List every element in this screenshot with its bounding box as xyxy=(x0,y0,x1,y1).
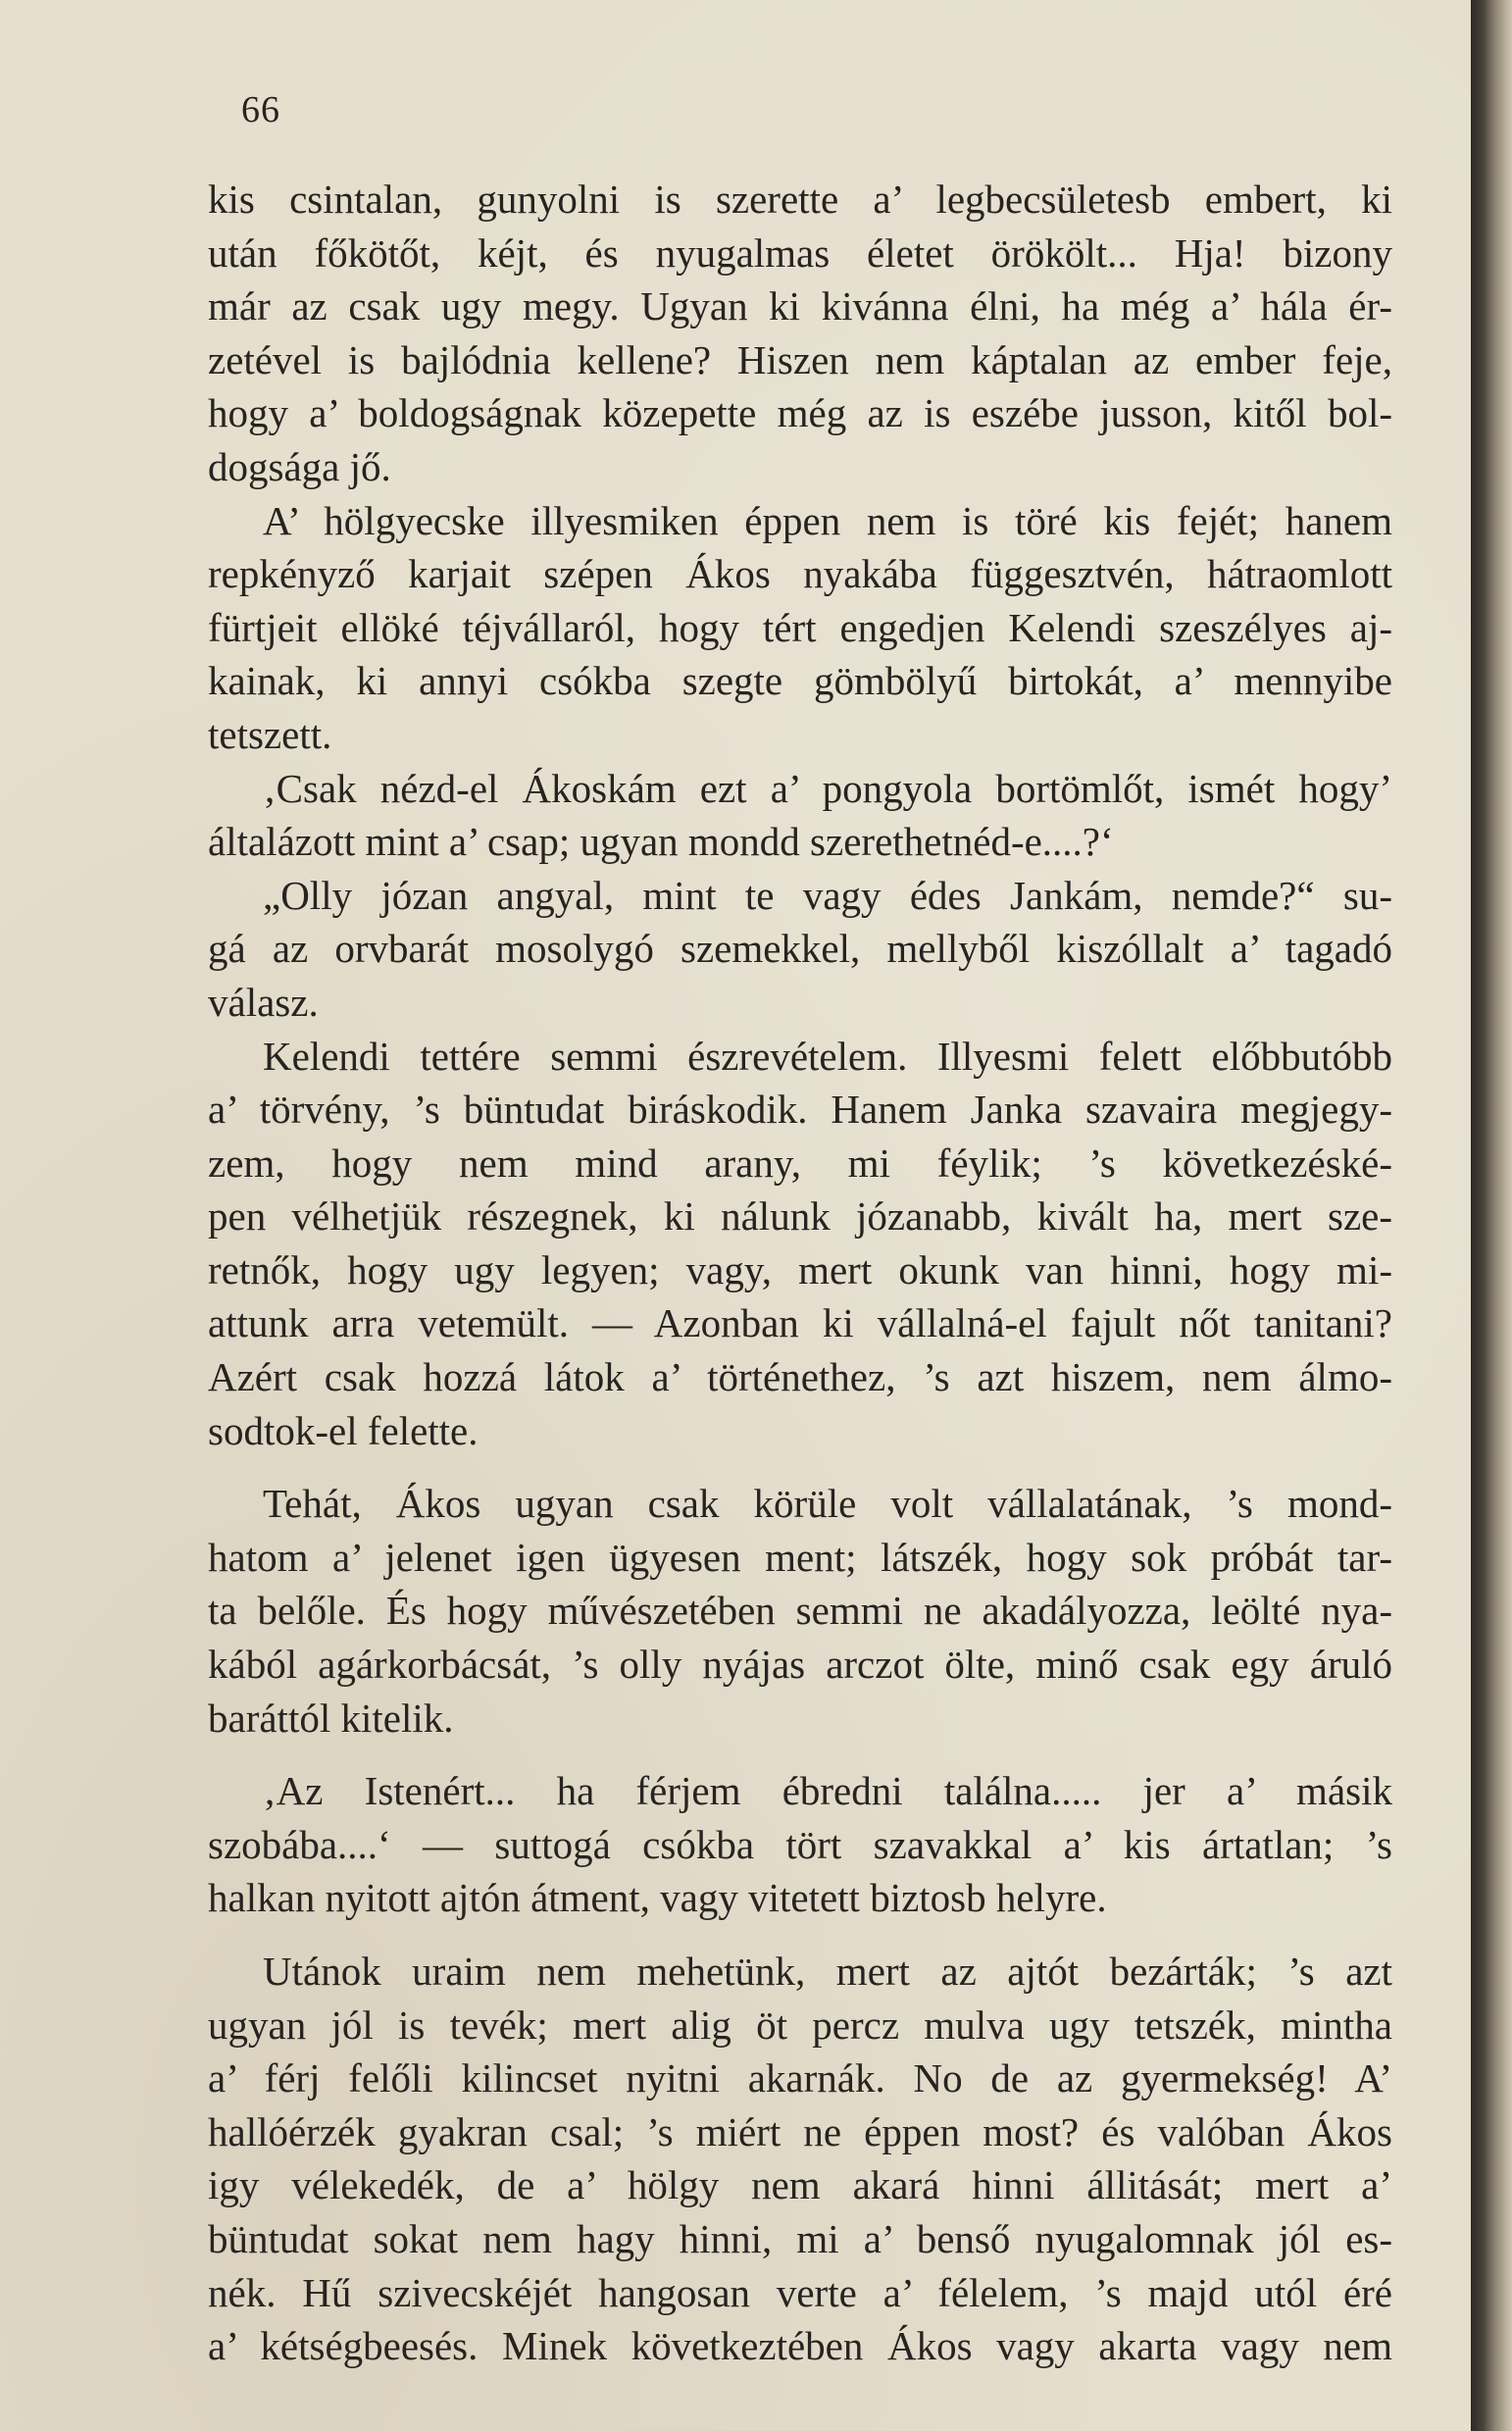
text-line: gá az orvbarát mosolygó szemekkel, mellyből kiszóllalt a’ tagadó xyxy=(208,926,1392,972)
text-line: Azért csak hozzá látok a’ történethez, ’s azt hiszem, nem álmo- xyxy=(208,1354,1392,1400)
text-line: ‚Csak nézd-el Ákoskám ezt a’ pongyola bortömlőt, ismét hogy’ xyxy=(263,765,1392,811)
text-line: kis csintalan, gunyolni is szerette a’ legbecsületesb embert, ki xyxy=(208,177,1392,222)
text-line: repkényző karjait szépen Ákos nyakába függesztvén, hátraomlott xyxy=(208,551,1392,597)
text-line: fürtjeit ellöké téjvállaról, hogy tért engedjen Kelendi szeszélyes aj- xyxy=(208,604,1392,650)
text-line: pen vélhetjük részegnek, ki nálunk józanabb, kivált ha, mert sze- xyxy=(208,1193,1392,1240)
text-line: a’ kétségbeesés. Minek következtében Ákos vagy akarta vagy nem xyxy=(208,2323,1392,2369)
text-line: nék. Hű szivecskéjét hangosan verte a’ félelem, ’s majd utól éré xyxy=(208,2269,1392,2315)
text-line: A’ hölgyecske illyesmiken éppen nem is töré kis fejét; hanem xyxy=(263,497,1392,543)
text-line: zetével is bajlódnia kellene? Hiszen nem káptalan az ember feje, xyxy=(208,336,1392,382)
text-line: zem, hogy nem mind arany, mi féylik; ’s következéské- xyxy=(208,1140,1392,1186)
text-line: általázott mint a’ csap; ugyan mondd szerethetnéd-e....?‘ xyxy=(208,819,1114,865)
text-line: igy vélekedék, de a’ hölgy nem akará hinni állitását; mert a’ xyxy=(208,2162,1392,2208)
text-line: kából agárkorbácsát, ’s olly nyájas arczot ölte, minő csak egy áruló xyxy=(208,1642,1392,1688)
text-line: után főkötőt, kéjt, és nyugalmas életet örökölt... Hja! bizony xyxy=(208,229,1392,276)
text-line: tetszett. xyxy=(208,711,332,757)
page-number: 66 xyxy=(241,89,280,130)
text-line: már az csak ugy megy. Ugyan ki kivánna élni, ha még a’ hála ér- xyxy=(208,283,1392,329)
book-spine-shadow xyxy=(1471,0,1512,2431)
text-line: ta belőle. És hogy művészetében semmi ne akadályozza, leölté nya- xyxy=(208,1588,1392,1634)
text-line: ugyan jól is tevék; mert alig öt percz mulva ugy tetszék, mintha xyxy=(208,2001,1392,2048)
text-line: hatom a’ jelenet igen ügyesen ment; látszék, hogy sok próbát tar- xyxy=(208,1534,1392,1580)
text-line: kainak, ki annyi csókba szegte gömbölyű birtokát, a’ mennyibe xyxy=(208,658,1392,704)
text-line: dogsága jő. xyxy=(208,443,391,489)
text-line: „Olly józan angyal, mint te vagy édes Jankám, nemde?“ su- xyxy=(263,872,1392,918)
body-text xyxy=(208,173,1392,2373)
text-line: halkan nyitott ajtón átment, vagy vitetett biztosb helyre. xyxy=(208,1875,1107,1921)
text-line: baráttól kitelik. xyxy=(208,1695,454,1741)
text-line: Utánok uraim nem mehetünk, mert az ajtót bezárták; ’s azt xyxy=(263,1949,1392,1994)
text-line: sodtok-el felette. xyxy=(208,1407,479,1453)
text-line: hogy a’ boldogságnak közepette még az is eszébe jusson, kitől bol- xyxy=(208,390,1392,436)
text-line: Tehát, Ákos ugyan csak körüle volt vállalatának, ’s mond- xyxy=(263,1481,1392,1527)
text-line: a’ férj felőli kilincset nyitni akarnák. No de az gyermekség! A’ xyxy=(208,2055,1392,2102)
text-line: válasz. xyxy=(208,979,319,1025)
text-line: szobába....‘ — suttogá csókba tört szavakkal a’ kis ártatlan; ’s xyxy=(208,1821,1392,1867)
text-line: a’ törvény, ’s büntudat biráskodik. Hanem Janka szavaira megjegy- xyxy=(208,1087,1392,1133)
text-line: büntudat sokat nem hagy hinni, mi a’ benső nyugalomnak jól es- xyxy=(208,2215,1392,2261)
text-line: retnők, hogy ugy legyen; vagy, mert okunk van hinni, hogy mi- xyxy=(208,1246,1392,1292)
text-line: Kelendi tettére semmi észrevételem. Illyesmi felett előbbutóbb xyxy=(263,1033,1392,1079)
text-line: attunk arra vetemült. — Azonban ki vállalná-el fajult nőt tanitani? xyxy=(208,1300,1392,1346)
text-line: ‚Az Istenért... ha férjem ébredni találna..... jer a’ másik xyxy=(263,1768,1392,1814)
text-line: hallóérzék gyakran csal; ’s miért ne éppen most? és valóban Ákos xyxy=(208,2108,1392,2154)
